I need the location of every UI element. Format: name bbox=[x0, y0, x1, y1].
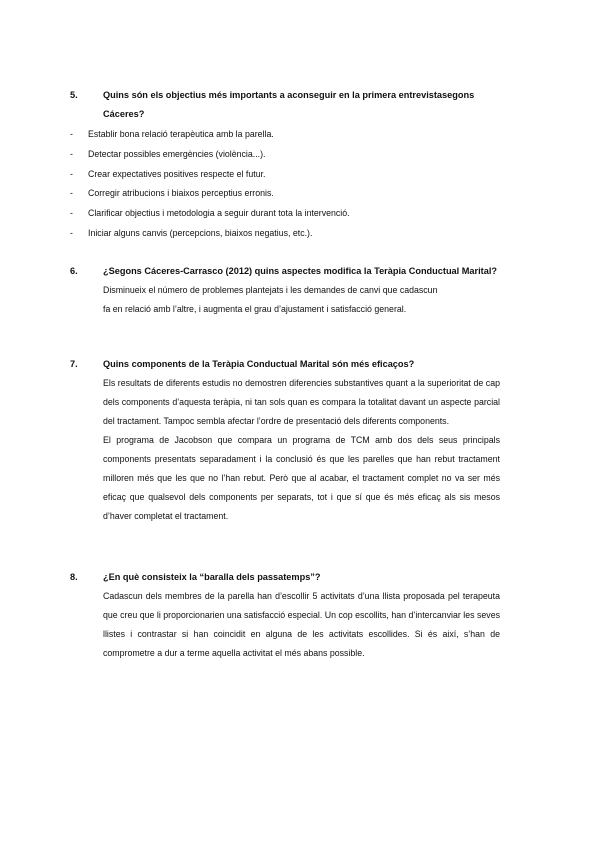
question-number: 6. bbox=[70, 266, 78, 276]
answer-paragraph: El programa de Jacobson que compara un programa de TCM amb dos dels seus principals components presentats separadament i la conclusió és que les parelles que han rebut tractament milloren més que les que no l’han rebut. Però que al acabar, el tractament complet no va ser més eficaç que qualsevol dels components per separats, tot i que sí que és més eficaç als sis mesos d’haver completat el tractament. bbox=[103, 435, 500, 521]
answer-line: fa en relació amb l’altre, i augmenta el grau d’ajustament i satisfacció general. bbox=[103, 304, 407, 314]
answer-text bbox=[103, 281, 500, 319]
question-6 bbox=[70, 262, 500, 319]
question-number: 8. bbox=[70, 572, 78, 582]
list-item: - Corregir atribucions i biaixos perceptius erronis. bbox=[70, 188, 274, 199]
list-item: - Iniciar alguns canvis (percepcions, biaixos negatius, etc.). bbox=[70, 227, 313, 238]
question-title: ¿En què consisteix la “baralla dels passatemps”? bbox=[103, 572, 321, 582]
list-item: - Clarificar objectius i metodologia a seguir durant tota la intervenció. bbox=[70, 208, 350, 219]
answer-line: Disminueix el número de problemes plantejats i les demandes de canvi que cadascun bbox=[103, 285, 438, 295]
answer-text bbox=[103, 374, 500, 526]
question-5 bbox=[70, 86, 500, 244]
objectives-list bbox=[70, 125, 500, 244]
answer-paragraph: Cadascun dels membres de la parella han d’escollir 5 activitats d’una llista proposada pel terapeuta que creu que li proporcionarien una satisfacció especial. Un cop escollits, han d’intercanviar les seves llistes i contrastar si han coincidit en alguna de les activitats escollides. Si és així, s’han de comprometre a dur a terme aquella activitat el més abans possible. bbox=[103, 591, 500, 658]
answer-text bbox=[103, 587, 500, 663]
question-8 bbox=[70, 568, 500, 663]
question-title: Quins són els objectius més importants a aconseguir en la primera entrevistasegons Cáceres? bbox=[103, 90, 475, 119]
list-item: - Establir bona relació terapèutica amb la parella. bbox=[70, 129, 274, 139]
list-item: - Crear expectatives positives respecte el futur. bbox=[70, 168, 266, 179]
question-number: 7. bbox=[70, 359, 78, 369]
question-title: Quins components de la Teràpia Conductual Marital són més eficaços? bbox=[103, 359, 415, 369]
answer-paragraph: Els resultats de diferents estudis no demostren diferencies substantives quant a la superioritat de cap dels components d’aquesta teràpia, ni tan sols quan es compara la totalitat davant un aspecte parcial del tractament. Tampoc sembla afectar l’ordre de presentació dels diferents components. bbox=[103, 378, 500, 426]
question-7 bbox=[70, 355, 500, 526]
question-number: 5. bbox=[70, 90, 78, 100]
list-item: - Detectar possibles emergències (violència...). bbox=[70, 148, 266, 159]
question-title: ¿Segons Cáceres-Carrasco (2012) quins aspectes modifica la Teràpia Conductual Marital? bbox=[103, 266, 497, 276]
